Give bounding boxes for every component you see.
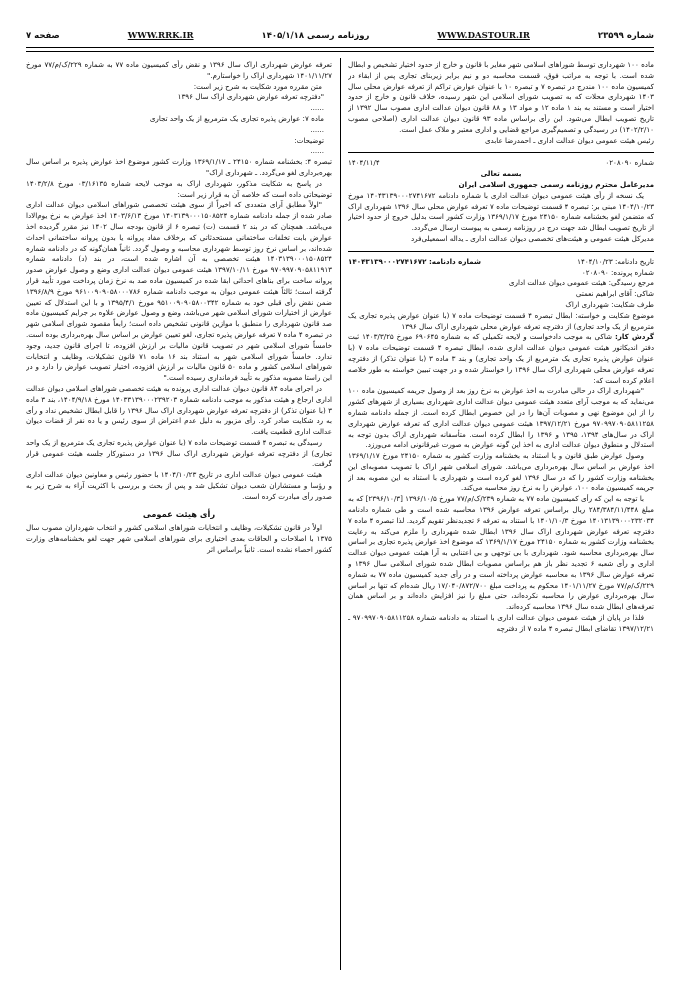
- letter-date: ۱۴۰۴/۱۱/۴: [348, 158, 380, 168]
- page-header: [26, 28, 654, 44]
- left-column: [26, 60, 332, 980]
- decision-meta-row: [348, 257, 654, 268]
- right-column: [348, 60, 654, 980]
- decision-date: تاریخ دادنامه: ۱۴۰۴/۱۰/۲۳: [577, 256, 654, 266]
- ruling-signature: رئیس هیئت عمومی دیوان عدالت اداری ـ احمدرضا عابدی: [484, 135, 654, 145]
- case-number: شماره پرونده: ۰۲۰۸۰۹۰: [581, 267, 654, 277]
- regulation-notes-label: توضیحات:: [294, 135, 324, 145]
- header-rule-top: [26, 47, 654, 48]
- header-rule-bottom: [26, 51, 654, 52]
- plaintiff-quote: "شهرداری اراک در حالی مبادرت به اخذ عوارض به نرخ روز بعد از وصول جریمه کمیسیون ماده ۱۰۰ می‌نماید که به موجب آرای متعدد هیئت عمومی دیوان عدالت اداری شهرداری بسیاری از شهرهای کشور را از این موضوع نهی و مصوبات آن‌ها را در این خصوص ابطال کرده است. از جمله دادنامه شماره ۹۷۰۹۹۷۰۹۰۵۸۱۱۲۵۸ مورخ ۱۳۹۷/۱۲/۲۱ هیئت عمومی دیوان عدالت اداری که تعرفه عوارض شهرداری اراک در سال‌های ۱۳۹۴، ۱۳۹۵ و ۱۳۹۶ را ابطال کرده است. متأسفانه شهرداری اراک بدون توجه به استدلال و منطوق دیوان عدالت اداری به اخذ این گونه عوارض به صورت غیرقانونی ادامه می‌ورزد.: [348, 386, 654, 450]
- regulation-article-7: ماده ۷: عوارض پذیره تجاری یک مترمربع از یک واحد تجاری: [149, 113, 324, 123]
- verdict-heading: رأی هیئت عمومی: [142, 508, 216, 519]
- paragraph-request: فلذا در پایان از هیئت عمومی دیوان عدالت اداری با استناد به دادنامه شماره ۹۷۰۹۹۷۰۹۰۵۸۱۱۲۵۸ ـ ۱۳۹۷/۱۲/۲۱ تقاضای ابطال تبصره ۴ ماده ۷ از دفترچه: [348, 613, 654, 633]
- paragraph-circular: وصول عوارض طبق قانون و یا استناد به بخشنامه وزارت کشور به شماره ۲۴۱۵۰ مورخ ۱۳۶۹/۱/۱۷ اخذ عوارض بر اساس سال بهره‌برداری می‌باشد. شورای اسلامی شهر اراک با تصویب مصوبه‌ای این بخشنامه وزارت کشور را که در سال ۱۳۹۶ لغو کرده است و شهرداری با استناد به این مصوبه بعد از جریمه کمیسیون ماده ۱۰۰، عوارض را به نرخ روز محاسبه می‌کند.: [348, 451, 654, 493]
- case-course-text: شاکی به موجب دادخواست و لایحه تکمیلی که به شماره ۶۹۰۶۴۵ مورخ ۱۴۰۳/۳/۲۵ ثبت دفتر اندیکاتور هیئت عمومی دیوان عدالت اداری شده، ابطال تبصره ۴ قسمت توضیحات ماده ۷ (با عنوان عوارض پذیره تجاری یک مترمربع از یک واحد تجاری) و بند ۳ ماده ۳ (با عنوان تذکر) از دفترچه تعرفه عوارض محلی شهرداری اراک سال ۱۳۹۶ را خواستار شده و در جهت تبیین خواسته به طور خلاصه اعلام کرده است که:: [348, 332, 654, 385]
- site-link-right[interactable]: WWW.DASTOUR.IR: [437, 31, 530, 41]
- section-separator: [348, 152, 654, 153]
- regulation-note-4: تبصره ۴: بخشنامه شماره ۲۴۱۵۰ ـ ۱۳۶۹/۱/۱۷ وزارت کشور موضوع اخذ عوارض پذیره بر اساس سال بهره‌برداری لغو می‌گردد. ـ شهرداری اراک": [26, 157, 332, 177]
- site-link-left[interactable]: WWW.RRK.IR: [127, 31, 194, 41]
- page-number: صفحه ۷: [26, 31, 60, 41]
- issue-number: شماره ۲۳۵۹۹: [597, 31, 654, 41]
- defendant: طرف شکایت: شهرداری اراک: [565, 299, 654, 309]
- decision-number: شماره دادنامه: ۱۴۰۴۳۱۳۹۰۰۰۲۷۴۱۶۷۲: [348, 256, 481, 266]
- letter-number: شماره ۰۲۰۸۰۹۰: [605, 158, 654, 168]
- column-divider: [340, 58, 341, 970]
- ellipsis-3: ......: [310, 146, 324, 156]
- municipality-response-intro: در پاسخ به شکایت مذکور، شهرداری اراک به موجب لایحه شماره ۰۳/۱۶۱۳۵ مورخ ۱۴۰۳/۲/۸ توضیحاتی داده است که خلاصه آن به قرار زیر است:: [26, 178, 332, 199]
- case-course-label: گردش کار:: [614, 332, 654, 342]
- ruling-end-paragraph: ماده ۱۰۰ شهرداری توسط شوراهای اسلامی شهر مغایر با قانون و خارج از حدود اختیار تشخیص و ابطال شده است. با توجه به مراتب فوق، قسمت محاسبه دو و نیم برابر زیربنای تجاری پس از ابقاء در کمیسیون ماده ۱۰۰ مندرج در تبصره ۷ و تبصره ۱۰ با عنوان عوارض تراکم از تعرفه عوارض محلی سال ۱۴۰۳ شهرداری محلات که به تصویب شورای اسلامی این شهر رسیده، خلاف قانون و خارج از حدود اختیار است و مستند به بند ۱ ماده ۱۲ و مواد ۱۳ و ۸۸ قانون دیوان عدالت اداری مصوب سال ۱۳۹۲ از تاریخ تصویب ابطال می‌شود. این رأی براساس ماده ۹۳ قانون دیوان عدالت اداری (اصلاحی مصوب ۱۴۰۲/۲/۱۰) در رسیدگی و تصمیم‌گیری مراجع قضایی و اداری معتبر و ملاک عمل است.: [348, 60, 654, 134]
- regulation-intro: متن مقرره مورد شکایت به شرح زیر است:: [193, 81, 322, 91]
- complaint-subject: موضوع شکایت و خواسته: ابطال تبصره ۴ قسمت توضیحات ماده ۷ (با عنوان عوارض پذیره تجاری یک مترمربع از یک واحد تجاری) از دفترچه تعرفه عوارض محلی شهرداری اراک سال ۱۳۹۶: [348, 310, 654, 331]
- case-course: [348, 332, 654, 386]
- municipality-response: "اولاً مطابق آرای متعددی که اخیراً از سوی هیئت تخصصی شوراهای اسلامی دیوان عدالت اداری صادر شده از جمله دادنامه شماره ۱۴۰۳۱۳۹۰۰۰۱۵۰۸۵۲۴ مورخ ۱۴۰۳/۶/۱۳ اخذ عوارض به نرخ یوم‌الادا می‌باشد. همچنان که در بند ۲ قسمت (ت) تبصره ۶ از قانون بودجه سال ۱۴۰۲ نیز مقرر گردیده اخذ عوارض بابت تخلفات ساختمانی مستحدثاتی که برخلاف مفاد پروانه یا بدون پروانه ساختمانی احداث شده‌اند، بر اساس نرخ روز توسط شهرداری محاسبه و وصول گردد. ثانیاً همان‌گونه که در دادنامه شماره ۱۴۰۳۱۳۹۰۰۰۱۵۰۸۵۲۴ هیئت تخصصی به آن اشاره شده است، در بند (د) دادنامه شماره ۹۷۰۹۹۷۰۹۰۵۸۱۱۹۱۳ مورخ ۱۳۹۷/۱۰/۱۱ هیئت عمومی دیوان عدالت اداری وضع و وصول عوارض صدور پروانه ساخت برای بناهای احداثی ابقا شده در کمیسیون ماده صد به نرخ زمان پرداخت مورد تأیید قرار گرفته است؛ ثالثاً هیئت عمومی دیوان به موجب دادنامه شماره ۹۶۱۰۰۹۰۹۰۵۸۰۰۰۷۸۶ مورخ ۱۳۹۶/۸/۹ ضمن نقض رأی قبلی خود به شماره ۹۵۱۰۰۹۰۹۰۵۸۰۰۳۴۲ مورخ ۱۳۹۵/۴/۱ و با این استدلال که تعیین عوارض از اختیارات شورای اسلامی شهر می‌باشد، وضع و وصول عوارض علاوه بر جرایم کمیسیون ماده صد قانون شهرداری را منطبق با موازین قانونی تشخیص داده است؛ رابعاً مقصود شورای اسلامی شهر در تبصره ۴ ماده ۷ تعرفه عوارض پذیره تجاری، لغو تعیین عوارض بر اساس سال بهره‌برداری بوده است. خامساً شورای اسلامی شهر در تصویب قانون مالیات بر ارزش افزوده، تا اجرای قانون جدید، وجود ندارد. خامساً شورای اسلامی شهر به استناد بند ۱۶ ماده ۷۱ قانون تشکیلات، وظایف و انتخابات شوراهای اسلامی کشور و ماده ۵۰ قانون مالیات بر ارزش افزوده، اختیار تصویب عوارض را دارد و در این راستا مصوبه مذکور به تأیید فرمانداری رسیده است.": [26, 200, 332, 383]
- gazette-date: روزنامه رسمی ۱۴۰۵/۱/۱۸: [261, 31, 370, 41]
- agenda-paragraph: رسیدگی به تبصره ۴ قسمت توضیحات ماده ۷ (با عنوان عوارض پذیره تجاری یک مترمربع از یک واحد تجاری) از دفترچه تعرفه عوارض شهرداری اراک سال ۱۳۹۶ در دستورکار جلسه هیئت عمومی قرار گرفت.: [26, 437, 332, 469]
- letter-signature: مدیرکل هیئت عمومی و هیئت‌های تخصصی دیوان عدالت اداری ـ یداله اسمعیلی‌فرد: [410, 233, 654, 243]
- specialized-board-paragraph: در اجرای ماده ۸۴ قانون دیوان عدالت اداری پرونده به هیئت تخصصی شوراهای اسلامی دیوان عدالت اداری ارجاع و هیئت مذکور به موجب دادنامه شماره ۱۴۰۳۳۱۳۹۰۰۰۲۳۹۲۰۳ مورخ ۱۴۰۴/۹/۱۸، بند ۳ ماده ۳ (با عنوان تذکر) از دفترچه تعرفه عوارض شهرداری اراک سال ۱۳۹۶ را قابل ابطال تشخیص نداد و رأی به رد شکایت صادر کرد. رأی مزبور به دلیل عدم اعتراض از سوی رئیس و یا ده نفر از قضات دیوان عدالت اداری قطعیت یافت.: [26, 383, 332, 437]
- reviewing-authority: مرجع رسیدگی: هیئت عمومی دیوان عدالت اداری: [508, 278, 654, 288]
- regulation-title: "دفترچه تعرفه عوارض شهرداری اراک سال ۱۳۹۶: [177, 92, 324, 102]
- basmala: بسمه تعالی: [480, 169, 522, 179]
- section-separator-2: [348, 251, 654, 252]
- request-continued: تعرفه عوارض شهرداری اراک سال ۱۳۹۶ و نقض رأی کمیسیون ماده ۷۷ به شماره ۲۲۹/ک/م/۷۷ مورخ ۱۴۰۱/۱۱/۲۷ شهرداری اراک را خواستارم.": [26, 60, 332, 80]
- plaintiff: شاکی: آقای ابراهیم نعمتی: [575, 289, 654, 299]
- verdict-text: اولاً در قانون تشکیلات، وظایف و انتخابات شوراهای اسلامی کشور و انتخاب شهرداران مصوب سال ۱۳۷۵ با اصلاحات و الحاقات بعدی اختیاری برای شوراهای اسلامی شهر جهت لغو بخشنامه‌های وزارت کشور احصاء نشده است. ثانیاً براساس اثر: [26, 523, 332, 555]
- ellipsis-2: ......: [310, 124, 324, 134]
- letter-ref-row: [348, 158, 654, 169]
- ellipsis-1: ......: [310, 103, 324, 113]
- session-paragraph: هیئت عمومی دیوان عدالت اداری در تاریخ ۱۴۰۴/۱۰/۲۳ با حضور رئیس و معاونین دیوان عدالت اداری و رؤسا و مستشاران شعب دیوان تشکیل شد و پس از بحث و بررسی با اکثریت آراء به شرح زیر به صدور رأی مبادرت کرده است.: [26, 470, 332, 501]
- letter-body: یک نسخه از رأی هیئت عمومی دیوان عدالت اداری با شماره دادنامه ۱۴۰۴۳۱۳۹۰۰۰۲۷۴۱۶۷۲ مورخ ۱۴۰۴/۱۰/۲۳ مبنی بر: تبصره ۴ قسمت توضیحات ماده ۷ تعرفه عوارض محلی سال ۱۳۹۶ شهرداری اراک که متضمن لغو بخشنامه شماره ۲۴۱۵۰ مورخ ۱۳۶۹/۱/۱۷ وزارت کشور است بدلیل خروج از حدود اختیار از تاریخ تصویب ابطال شد جهت درج در روزنامه رسمی به پیوست ارسال می‌گردد.: [348, 190, 654, 233]
- letter-addressee: مدیرعامل محترم روزنامه رسمی جمهوری اسلامی ایران: [458, 179, 654, 189]
- paragraph-commission: با توجه به این که رأی کمیسیون ماده ۷۷ به شماره ۲۳۹/ک/م/۷۷ مورخ ۱۳۹۶/۱۰/۵ [۲۳۹۶/۱۰/۳] که به مبلغ ۲۸۴/۳۸۴/۱۱/۴۴۸ ریال براساس تعرفه عوارض ۱۳۹۶ محاسبه شده است و طی شماره دادنامه ۱۴۰۱۳۱۳۹۰۰۰۲۳۲۰۳۴ مورخ ۱۴۰۱/۱۰/۳ با استناد به تعرفه ۶ تجدیدنظر تقویم گردید. لذا تبصره ۴ ماده ۷ دفترچه تعرفه عوارض شهرداری اراک سال ۱۳۹۶ ابطال شده شهرداری را ملزم می‌کند به رعایت بخشنامه وزارت کشور به شماره ۲۴۱۵۰ مورخ ۱۳۶۹/۱/۱۷ که موضوع اخذ عوارض پذیره تجاری بر اساس سال بهره‌برداری محاسبه شود. شهرداری با بی توجهی و بی اعتنایی به آرا هیئت عمومی دیوان عدالت اداری و رأی شعبه ۶ تجدید نظر باز هم براساس مصوبات ابطال شده شورای اسلامی سال ۱۳۹۶ و تعرفه عوارض سال ۱۳۹۶ به محاسبه عوارض پرداخته است و در رأی جدید کمیسیون ماده ۷۷ به شماره ۲۲۹/ک/م/۷۷ مورخ ۱۴۰۱/۱۱/۲۷ محکوم به پرداخت مبلغ ۱۷/۰۴۰/۸۷۲/۷۰۰ ریال شده‌ام که تنها بر اساس سال بهره‌برداری عوارض را محاسبه نکرده‌اند، حتی مبلغ را نیز افزایش داده‌اند و بر اساس همان تعرفه‌های ابطال شده سال ۱۳۹۶ محاسبه کرده‌اند.: [348, 494, 654, 612]
